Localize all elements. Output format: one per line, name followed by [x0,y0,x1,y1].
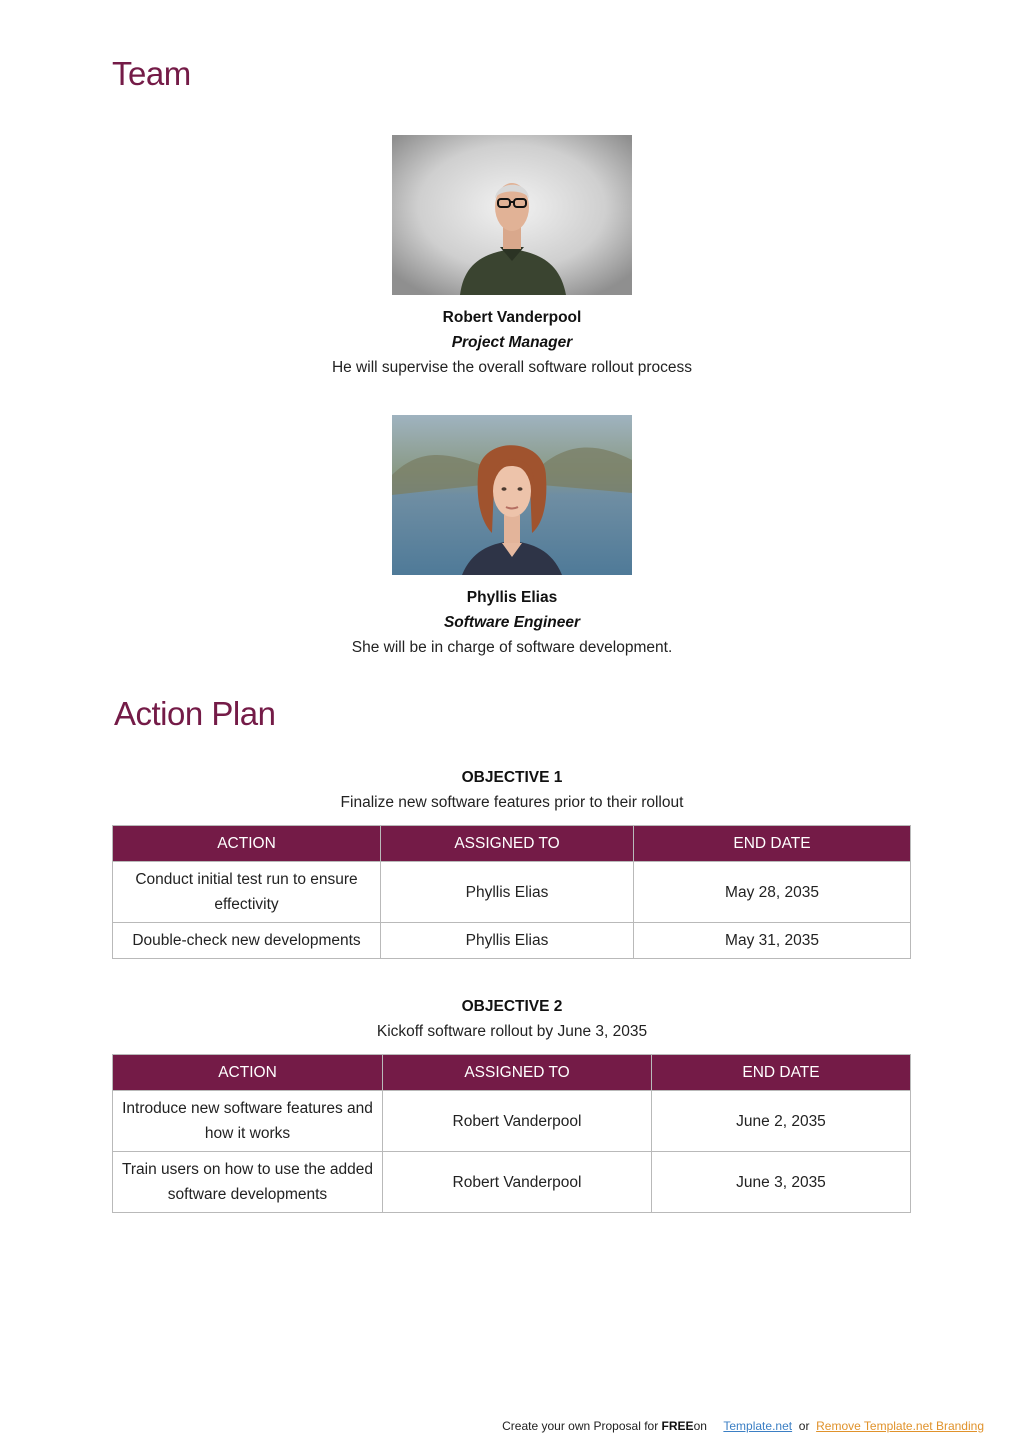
footer-prefix: Create your own Proposal for [502,1419,659,1433]
footer-free: FREE [661,1419,694,1433]
column-header-end-date: END DATE [634,826,911,862]
man-portrait-photo [392,135,632,295]
objective-title: OBJECTIVE 2 [461,998,563,1015]
table-row [113,923,911,959]
table-header-row [113,826,911,862]
footer-on: on [693,1419,707,1433]
column-header-assigned-to: ASSIGNED TO [383,1055,652,1091]
end-date-cell: May 31, 2035 [634,923,911,959]
template-net-link[interactable]: Template.net [723,1419,793,1433]
woman-portrait-photo-icon [392,415,632,575]
assigned-to-cell: Phyllis Elias [381,862,634,923]
table-row [113,1152,911,1213]
footer-or: or [798,1419,810,1433]
assigned-to-cell: Robert Vanderpool [383,1091,652,1152]
action-cell: Conduct initial test run to ensure effectivity [113,862,381,923]
assigned-to-cell: Phyllis Elias [381,923,634,959]
end-date-cell: May 28, 2035 [634,862,911,923]
member-role: Project Manager [451,334,573,351]
table-row [113,862,911,923]
objective-description: Kickoff software rollout by June 3, 2035 [376,1023,648,1040]
column-header-end-date: END DATE [652,1055,911,1091]
member-role: Software Engineer [443,614,581,631]
action-plan-heading: Action Plan [114,695,276,732]
column-header-action: ACTION [113,826,381,862]
action-cell: Introduce new software features and how it works [113,1091,383,1152]
man-portrait-photo-icon [392,135,632,295]
table-row [113,1091,911,1152]
end-date-cell: June 3, 2035 [652,1152,911,1213]
member-description: She will be in charge of software development. [351,639,673,656]
column-header-assigned-to: ASSIGNED TO [381,826,634,862]
member-description: He will supervise the overall software rollout process [331,359,693,376]
member-name: Phyllis Elias [466,589,558,606]
action-cell: Train users on how to use the added software developments [113,1152,383,1213]
objective-1-table [112,825,911,959]
table-header-row [113,1055,911,1091]
member-name: Robert Vanderpool [442,309,582,326]
woman-portrait-photo [392,415,632,575]
footer-branding [0,1419,984,1433]
remove-branding-link[interactable]: Remove Template.net Branding [816,1419,984,1433]
objective-2-table [112,1054,911,1213]
column-header-action: ACTION [113,1055,383,1091]
end-date-cell: June 2, 2035 [652,1091,911,1152]
assigned-to-cell: Robert Vanderpool [383,1152,652,1213]
objective-description: Finalize new software features prior to their rollout [340,794,684,811]
action-cell: Double-check new developments [113,923,381,959]
objective-title: OBJECTIVE 1 [461,769,563,786]
team-heading: Team [112,55,191,92]
